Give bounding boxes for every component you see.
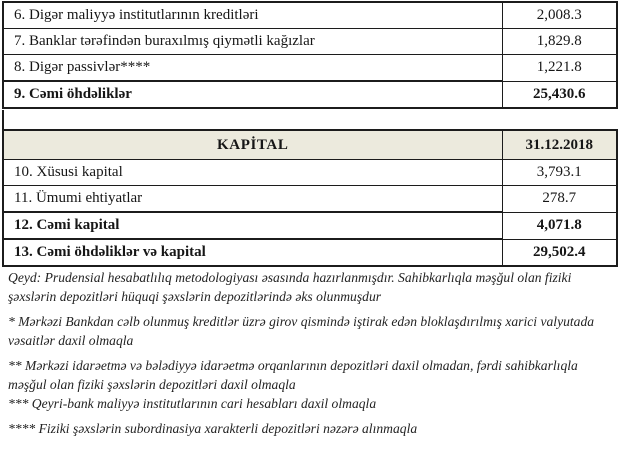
row-value: 25,430.6: [502, 81, 617, 108]
table-row: [3, 55, 617, 82]
row-label: 13. Cəmi öhdəliklər və kapital: [3, 239, 502, 266]
row-value: 3,793.1: [502, 160, 617, 186]
table-row: [3, 186, 617, 213]
table-row-total-capital: [3, 212, 617, 239]
table-row-total-liabilities-and-capital: [3, 239, 617, 266]
liabilities-table: [2, 1, 618, 109]
footnote-note: Qeyd: Prudensial hesabatlılıq metodologiyası əsasında hazırlanmışdır. Sahibkarlıqla məşğul olan fiziki şəxslərin depozitləri hüquqi şəxslərin depozitlərində əks olunmuşdur: [8, 270, 572, 304]
row-value: 4,071.8: [502, 212, 617, 239]
row-label: 11. Ümumi ehtiyatlar: [3, 186, 502, 213]
table-row: [3, 160, 617, 186]
capital-table: [2, 129, 618, 267]
report-date: 31.12.2018: [502, 130, 617, 160]
row-label: 6. Digər maliyyə institutlarının kreditləri: [3, 2, 502, 29]
table-row-total-liabilities: [3, 81, 617, 108]
footnote-two-star: ** Mərkəzi idarəetmə və bələdiyyə idarəetmə orqanlarının depozitləri daxil olmadan, fərdi sahibkarlıqla məşğul olan fiziki şəxslərin depozitləri daxil olmaqla: [8, 358, 578, 392]
row-value: 1,221.8: [502, 55, 617, 82]
left-border-connector: [2, 110, 4, 130]
footnote-three-star: *** Qeyri-bank maliyyə institutlarının cari hesabları daxil olmaqla: [8, 396, 377, 411]
footnote-one-star: * Mərkəzi Bankdan cəlb olunmuş kreditlər üzrə girov qismində iştirak edən bloklaşdırılmış xarici valyutada vəsaitlər daxil olmaqla: [8, 314, 595, 348]
row-value: 278.7: [502, 186, 617, 213]
row-label: 10. Xüsusi kapital: [3, 160, 502, 186]
row-label: 9. Cəmi öhdəliklər: [3, 81, 502, 108]
row-label: 12. Cəmi kapital: [3, 212, 502, 239]
capital-header-row: [3, 130, 617, 160]
footnotes-section: [8, 268, 612, 444]
table-row: [3, 29, 617, 55]
footnote-four-star: **** Fiziki şəxslərin subordinasiya xarakterli depozitləri nəzərə alınmaqla: [8, 421, 418, 436]
row-value: 2,008.3: [502, 2, 617, 29]
capital-section-title: KAPİTAL: [3, 130, 502, 160]
row-value: 1,829.8: [502, 29, 617, 55]
row-label: 7. Banklar tərəfindən buraxılmış qiymətli kağızlar: [3, 29, 502, 55]
table-row: [3, 2, 617, 29]
row-value: 29,502.4: [502, 239, 617, 266]
row-label: 8. Digər passivlər****: [3, 55, 502, 82]
